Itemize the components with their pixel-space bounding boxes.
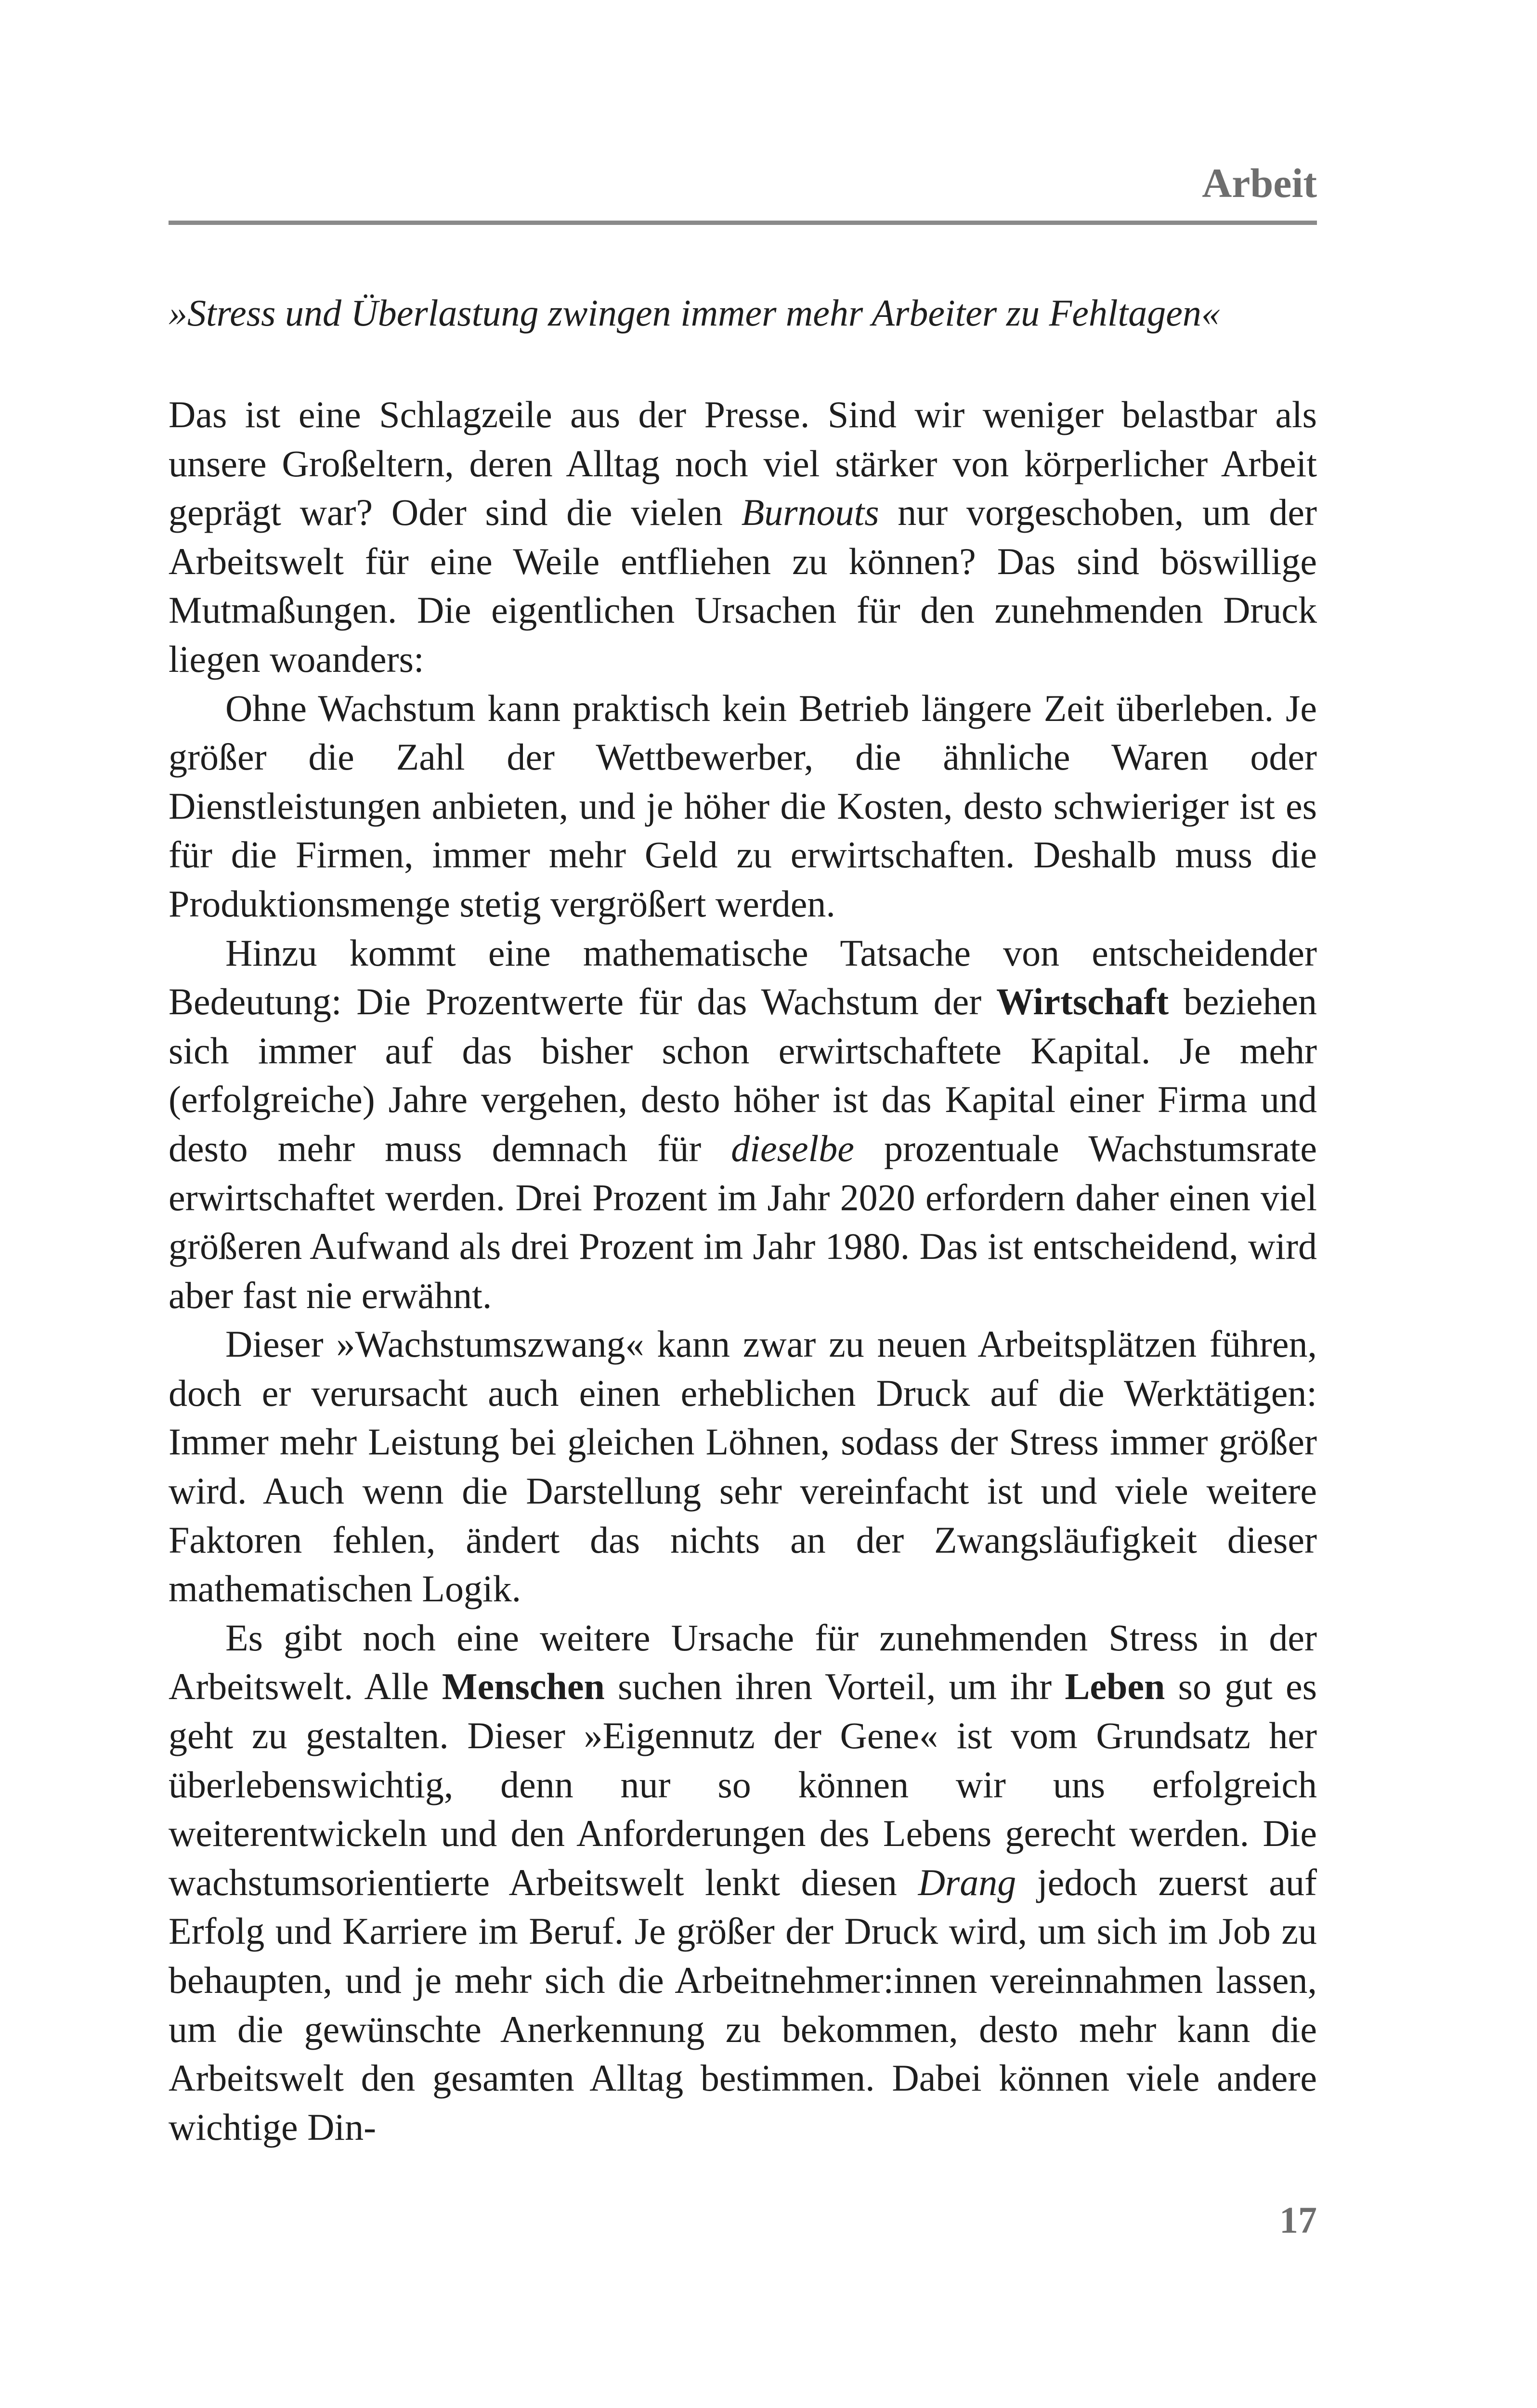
keyword-wirtschaft: Wirtschaft [996, 981, 1169, 1023]
keyword-leben: Leben [1065, 1665, 1165, 1708]
emphasis-burnouts: Burnouts [741, 491, 879, 534]
paragraph-5-text-c: so gut es geht zu gestalten. Dieser »Eigennutz der Gene« ist vom Grundsatz her überlebenswichtig, denn nur so können wir uns erfolgreich weiterentwickeln und den Anforderungen des Lebens gerecht werden. Die wachstumsorientierte Arbeitswelt lenkt diesen [169, 1665, 1317, 1903]
emphasis-drang: Drang [918, 1861, 1016, 1903]
paragraph-1 [169, 390, 1317, 684]
paragraph-5-text-b: suchen ihren Vorteil, um ihr [604, 1665, 1065, 1708]
paragraph-5-text-a: Es gibt noch eine weitere Ursache für zunehmenden Stress in der Arbeitswelt. Alle [169, 1616, 1317, 1708]
running-header: Arbeit [1202, 160, 1317, 206]
paragraph-5 [169, 1613, 1317, 2152]
paragraph-3-text-b: beziehen sich immer auf das bisher schon erwirtschaftete Kapital. Je mehr (erfolgreiche) Jahre vergehen, desto höher ist das Kapital einer Firma und desto mehr muss demnach für [169, 981, 1317, 1169]
paragraph-4: Dieser »Wachstumszwang« kann zwar zu neuen Arbeitsplätzen führen, doch er verursacht auch einen erheblichen Druck auf die Werktätigen: Immer mehr Leistung bei gleichen Löhnen, sodass der Stress immer größer wird. Auch wenn die Darstellung sehr vereinfacht ist und viele weitere Faktoren fehlen, ändert das nichts an der Zwangsläufigkeit dieser mathematischen Logik. [169, 1323, 1317, 1610]
paragraph-3 [169, 929, 1317, 1320]
body-text [169, 390, 1317, 2151]
paragraph-2: Ohne Wachstum kann praktisch kein Betrieb längere Zeit überleben. Je größer die Zahl der Wettbewerber, die ähnliche Waren oder Dienstleistungen anbieten, und je höher die Kosten, desto schwieriger ist es für die Firmen, immer mehr Geld zu erwirtschaften. Deshalb muss die Produktionsmenge stetig vergrößert werden. [169, 687, 1317, 925]
paragraph-1-text-b: nur vorgeschoben, um der Arbeitswelt für eine Weile entfliehen zu können? Das sind böswillige Mutmaßungen. Die eigentlichen Ursachen für den zunehmenden Druck liegen woanders: [169, 491, 1317, 680]
keyword-menschen: Menschen [442, 1665, 605, 1708]
paragraph-3-text-a: Hinzu kommt eine mathematische Tatsache von entscheidender Bedeutung: Die Prozentwerte für das Wachstum der [169, 931, 1317, 1023]
header-rule [169, 221, 1317, 225]
paragraph-5-text-d: jedoch zuerst auf Erfolg und Karriere im Beruf. Je größer der Druck wird, um sich im Job zu behaupten, und je mehr sich die Arbeitnehmer:innen vereinnahmen lassen, um die gewünschte Anerkennung zu bekommen, desto mehr kann die Arbeitswelt den gesamten Alltag bestimmen. Dabei können viele andere wichtige Din- [169, 1861, 1317, 2148]
paragraph-1-text-a: Das ist eine Schlagzeile aus der Presse. Sind wir weniger belastbar als unsere Großeltern, deren Alltag noch viel stärker von körperlicher Arbeit geprägt war? Oder sind die vielen [169, 393, 1317, 534]
emphasis-dieselbe: dieselbe [731, 1127, 854, 1169]
epigraph-quote: »Stress und Überlastung zwingen immer mehr Arbeiter zu Fehltagen« [169, 292, 1220, 334]
page-number: 17 [1279, 2199, 1317, 2241]
paragraph-3-text-c: prozentuale Wachstumsrate erwirtschaftet werden. Drei Prozent im Jahr 2020 erfordern daher einen viel größeren Aufwand als drei Prozent im Jahr 1980. Das ist entscheidend, wird aber fast nie erwähnt. [169, 1127, 1317, 1316]
